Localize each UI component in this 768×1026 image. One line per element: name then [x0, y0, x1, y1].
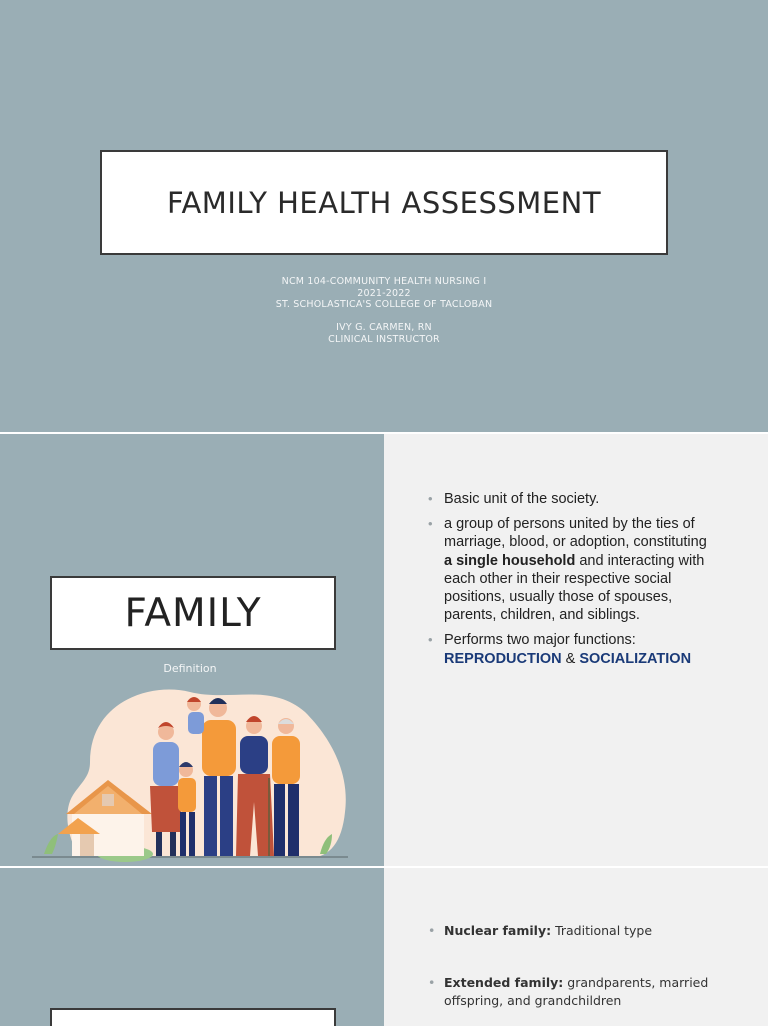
right-panel [384, 868, 768, 1026]
bullet-text: Basic unit of the society. [444, 491, 600, 507]
term-reproduction: REPRODUCTION [444, 650, 562, 667]
type-label: Nuclear family: [444, 923, 552, 938]
subtitle-line: NCM 104-COMMUNITY HEALTH NURSING I [281, 276, 487, 287]
bullet-icon: • [428, 491, 433, 506]
subtitle-line: IVY G. CARMEN, RN [336, 322, 432, 333]
bullet-text: and interacting with each other in their respective social positions, usually those of spouses, parents, children, and siblings. [444, 552, 705, 624]
subtitle-line: CLINICAL INSTRUCTOR [328, 333, 440, 345]
list-item [428, 631, 718, 667]
list-item [428, 974, 734, 1010]
family-title-box [50, 576, 336, 650]
definition-label: Definition [163, 662, 217, 675]
subtitle-line: ST. SCHOLASTICA'S COLLEGE OF TACLOBAN [275, 299, 493, 310]
list-item [428, 515, 718, 624]
bullet-text: a group of persons united by the ties of marriage, blood, or adoption, constituting [444, 516, 707, 551]
bullet-icon: • [428, 632, 433, 648]
family-title: FAMILY [124, 590, 262, 636]
ampersand: & [561, 650, 580, 667]
family-definition-slide [0, 434, 768, 866]
slide-title: FAMILY HEALTH ASSESSMENT [166, 185, 602, 220]
left-panel [0, 868, 384, 1026]
list-item [428, 490, 718, 508]
bullet-icon: • [428, 516, 433, 532]
right-panel [384, 434, 768, 866]
subtitle-line [0, 311, 768, 323]
title-box [100, 150, 668, 255]
title-slide [0, 0, 768, 432]
bullet-bold: a single household [444, 552, 576, 569]
title-box [50, 1008, 336, 1026]
family-types-slide [0, 868, 768, 1026]
list-item [428, 922, 734, 940]
term-socialization: SOCIALIZATION [579, 650, 692, 667]
left-panel [0, 434, 384, 866]
bullet-icon: • [428, 923, 436, 938]
subtitle-line: 2021-2022 [357, 287, 411, 299]
type-text: grandparents, married offspring, and grandchildren [444, 975, 709, 1008]
subtitle-block [0, 276, 768, 345]
family-illustration [30, 682, 360, 862]
family-types-list [428, 922, 734, 1010]
type-label: Extended family: [444, 975, 564, 990]
type-text: Traditional type [551, 923, 653, 938]
definition-bullets [428, 490, 718, 675]
bullet-icon: • [428, 975, 436, 990]
bullet-text: Performs two major functions: [444, 632, 636, 649]
